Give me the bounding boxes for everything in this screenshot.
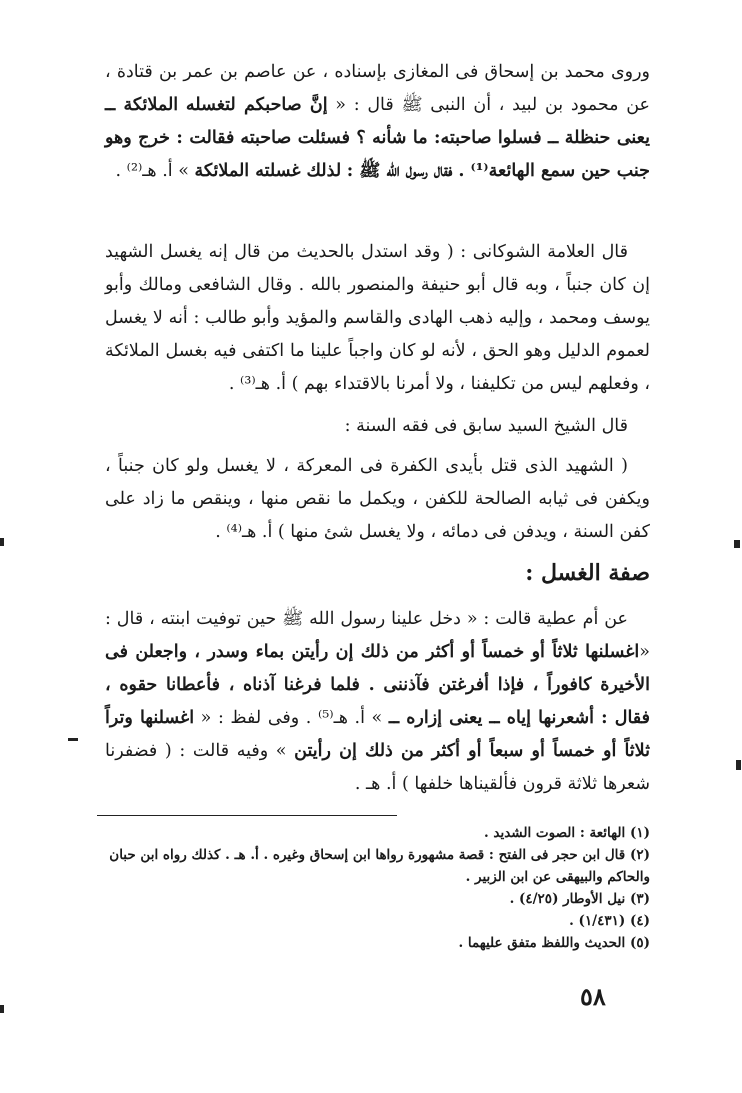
hadith-text: لذلك غسلته الملائكة <box>194 161 342 181</box>
footnote: (١) الهائعة : الصوت الشديد . <box>483 825 650 841</box>
text-line: قتادة ، عن محمود بن لبيد ، أن النبى ﷺ قال : « <box>105 62 650 115</box>
hadith-text: اغسلنها وتراً ثلاثاً أو خمساً أو سبعاً أو أكثر من ذلك إن رأيتن <box>105 708 650 761</box>
page-number: ٥٨ <box>580 982 606 1011</box>
paragraph-text: عن أم عطية قالت : « دخل علينا رسول الله ﷺ حين توفيت ابنته ، قال : « <box>105 609 650 662</box>
footnotes <box>90 822 650 954</box>
paragraph-text: ( الشهيد الذى قتل بأيدى الكفرة فى المعركة ، لا يغسل ولو كان جنباً ، ويكفن فى ثيابه الصالحة للكفن ، ويكمل ما نقص منها ، وينقص ما زاد على كفن السنة ، ويدفن فى دمائه ، ولا يغسل شئ منها ) أ. هـ⁽⁴⁾ . <box>105 456 650 542</box>
scan-mark <box>734 540 740 548</box>
hadith-text: الملائكة ــ يعنى حنظلة ــ فسلوا صاحبته: ما شأنه ؟ فسئلت صاحبته <box>105 95 650 148</box>
paragraph-sayyid-sabiq-quote <box>105 450 650 549</box>
hadith-text: فقالت : خرج وهو جنب حين سمع الهائعة⁽¹⁾ . فقال رسول الله ﷺ : <box>105 128 650 181</box>
section-heading: صفة الغسل : <box>525 560 650 586</box>
paragraph-sayyid-sabiq-intro <box>105 410 650 443</box>
paragraph-text: قال العلامة الشوكانى : ( وقد استدل بالحديث من قال إنه يغسل الشهيد إن كان جنباً ، وبه قال أبو حنيفة والمنصور بالله . وقال الشافعى ومالك وأبو يوسف ومحمد ، وإليه ذهب الهادى والقاسم والمؤيد وأبو طالب : أنه لا يغسل لعموم الدليل وهو الحق ، لأنه لو كان واجباً علينا ما اكتفى فيه بغسل الملائكة ، وفعلهم ليس من تكليفنا ، ولا أمرنا بالاقتداء بهم ) أ. هـ⁽³⁾ . <box>105 242 650 394</box>
paragraph-text: » أ. هـ⁽⁵⁾ . وفى لفظ : « <box>194 708 389 728</box>
scan-mark <box>0 538 4 546</box>
paragraph-text: » وفيه قالت : ( فضفرنا شعرها ثلاثة قرون فألقيناها خلفها ) أ. هـ . <box>105 741 650 794</box>
scan-mark <box>68 738 78 741</box>
footnote: (٢) قال ابن حجر فى الفتح : قصة مشهورة رواها ابن إسحاق وغيره . أ. هـ . كذلك رواه ابن حبان والحاكم والبيهقى عن ابن الزبير . <box>109 847 650 885</box>
paragraph-text: قال الشيخ السيد سابق فى فقه السنة : <box>344 416 628 436</box>
paragraph-shawkani <box>105 236 650 401</box>
footnote: (٣) نيل الأوطار (٤/٢٥) . <box>509 891 650 907</box>
footnote: (٥) الحديث واللفظ متفق عليهما . <box>458 935 650 951</box>
paragraph-martyr-hadith <box>105 56 650 188</box>
scan-mark <box>736 760 741 770</box>
hadith-text: إنَّ صاحبكم لتغسله <box>185 95 328 115</box>
citation: » أ. هـ⁽²⁾ . <box>115 161 195 181</box>
footnote-divider <box>97 815 397 816</box>
scan-mark <box>0 1005 4 1013</box>
text-line: وروى محمد بن إسحاق فى المغازى بإسناده ، عن عاصم بن عمر بن <box>158 62 650 82</box>
paragraph-washing-description <box>105 603 650 801</box>
footnote: (٤) (١/٤٣١) . <box>569 913 650 929</box>
hadith-text: اغسلنها ثلاثاً أو خمساً أو أكثر من ذلك إن رأيتن بماء وسدر ، واجعلن فى الأخيرة كافوراً ، فإذا أفرغتن فآذننى . فلما فرغنا آذناه ، فأعطانا حقوه ، فقال : أشعرنها إياه ــ يعنى إزاره ــ <box>105 642 651 728</box>
